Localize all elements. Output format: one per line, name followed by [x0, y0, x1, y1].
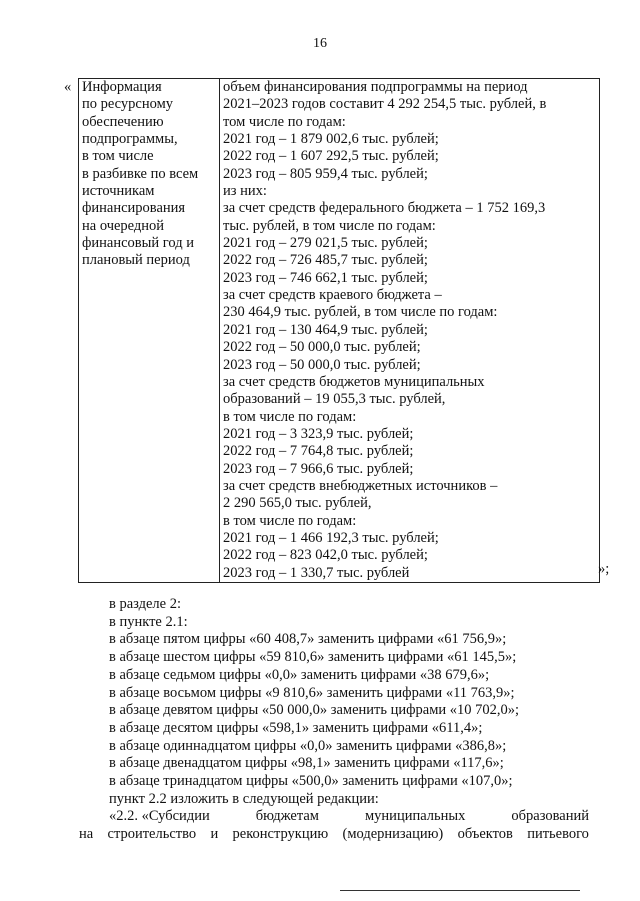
page-number: 16	[313, 36, 327, 51]
paragraph: в абзаце десятом цифры «598,1» заменить цифрами «611,4»;	[109, 719, 483, 736]
paragraph: в пункте 2.1:	[109, 613, 188, 630]
funding-line: 2021 год – 1 466 192,3 тыс. рублей;	[223, 529, 439, 546]
heading-line: Информация	[82, 79, 162, 95]
subsection-heading-line-1	[79, 808, 589, 826]
funding-line: 2022 год – 50 000,0 тыс. рублей;	[223, 339, 421, 356]
opening-quote: «	[64, 79, 72, 95]
funding-line: 2023 год – 50 000,0 тыс. рублей;	[223, 356, 421, 373]
heading-line: в разбивке по всем	[82, 165, 199, 182]
heading-line: плановый период	[82, 252, 190, 269]
table-row	[79, 79, 600, 583]
paragraph: в абзаце восьмом цифры «9 810,6» заменить цифрами «11 763,9»;	[109, 684, 515, 701]
funding-line: 230 464,9 тыс. рублей, в том числе по годам:	[223, 304, 498, 321]
funding-info-table	[78, 78, 600, 583]
heading-line: финансовый год и	[82, 235, 194, 252]
paragraph: в абзаце девятом цифры «50 000,0» заменить цифрами «10 702,0»;	[109, 702, 520, 719]
paragraph: в абзаце тринадцатом цифры «500,0» заменить цифрами «107,0»;	[109, 773, 513, 790]
funding-line: 2021 год – 130 464,9 тыс. рублей;	[223, 321, 428, 338]
paragraph: в абзаце двенадцатом цифры «98,1» заменить цифрами «117,6»;	[109, 755, 504, 772]
funding-line: тыс. рублей, в том числе по годам:	[223, 217, 436, 234]
paragraph: в абзаце шестом цифры «59 810,6» заменить цифрами «61 145,5»;	[109, 649, 517, 666]
funding-line: 2023 год – 1 330,7 тыс. рублей	[223, 564, 410, 581]
word: на	[79, 826, 94, 843]
funding-line: за счет средств бюджетов муниципальных	[223, 373, 485, 390]
paragraph: в разделе 2:	[109, 596, 182, 612]
funding-line: за счет средств внебюджетных источников –	[223, 477, 498, 494]
funding-line: 2021 год – 1 879 002,6 тыс. рублей;	[223, 131, 439, 148]
word: (модернизацию)	[342, 826, 444, 843]
word: питьевого	[527, 826, 589, 843]
funding-line: за счет средств федерального бюджета – 1 752 169,3	[223, 200, 546, 217]
heading-line: источникам	[82, 183, 155, 200]
paragraph: в абзаце пятом цифры «60 408,7» заменить цифрами «61 756,9»;	[109, 631, 507, 648]
funding-line: объем финансирования подпрограммы на период	[223, 79, 528, 95]
resource-info-heading-cell	[79, 79, 220, 583]
funding-line: 2023 год – 746 662,1 тыс. рублей;	[223, 269, 428, 286]
funding-line: 2023 год – 805 959,4 тыс. рублей;	[223, 165, 428, 182]
funding-line: 2021 год – 3 323,9 тыс. рублей;	[223, 425, 414, 442]
funding-line: 2022 год – 726 485,7 тыс. рублей;	[223, 252, 428, 269]
funding-details-cell	[220, 79, 600, 583]
heading-line: на очередной	[82, 217, 165, 234]
word: строительство	[107, 826, 197, 843]
word: «2.2. «Субсидии	[109, 808, 210, 825]
closing-quote: »;	[598, 561, 610, 577]
funding-line: из них:	[223, 183, 267, 200]
word: реконструкцию	[232, 826, 329, 843]
heading-line: подпрограммы,	[82, 131, 178, 148]
heading-line: по ресурсному	[82, 96, 174, 113]
funding-line: за счет средств краевого бюджета –	[223, 287, 442, 304]
subsection-heading-line-2	[79, 826, 589, 844]
funding-line: 2021–2023 годов составит 4 292 254,5 тыс. рублей, в	[223, 96, 547, 113]
word: образований	[511, 808, 589, 825]
word: и	[210, 826, 219, 843]
funding-line: 2022 год – 7 764,8 тыс. рублей;	[223, 443, 414, 460]
paragraph: пункт 2.2 изложить в следующей редакции:	[109, 790, 379, 807]
amendments-text	[79, 596, 589, 844]
heading-line: финансирования	[82, 200, 186, 217]
funding-line: том числе по годам:	[223, 113, 346, 130]
paragraph: в абзаце одиннадцатом цифры «0,0» заменить цифрами «386,8»;	[109, 737, 507, 754]
funding-line: в том числе по годам:	[223, 512, 357, 529]
word: объектов	[457, 826, 513, 843]
funding-line: 2 290 565,0 тыс. рублей,	[223, 495, 372, 512]
funding-line: 2021 год – 279 021,5 тыс. рублей;	[223, 235, 428, 252]
funding-line: 2022 год – 823 042,0 тыс. рублей;	[223, 547, 428, 564]
funding-line: образований – 19 055,3 тыс. рублей,	[223, 391, 446, 408]
word: бюджетам	[255, 808, 319, 825]
heading-line: обеспечению	[82, 113, 164, 130]
paragraph: в абзаце седьмом цифры «0,0» заменить цифрами «38 679,6»;	[109, 666, 490, 683]
funding-line: 2022 год – 1 607 292,5 тыс. рублей;	[223, 148, 439, 165]
funding-line: в том числе по годам:	[223, 408, 357, 425]
footer-divider	[340, 890, 580, 891]
heading-line: в том числе	[82, 148, 154, 165]
word: муниципальных	[365, 808, 466, 825]
funding-line: 2023 год – 7 966,6 тыс. рублей;	[223, 460, 414, 477]
